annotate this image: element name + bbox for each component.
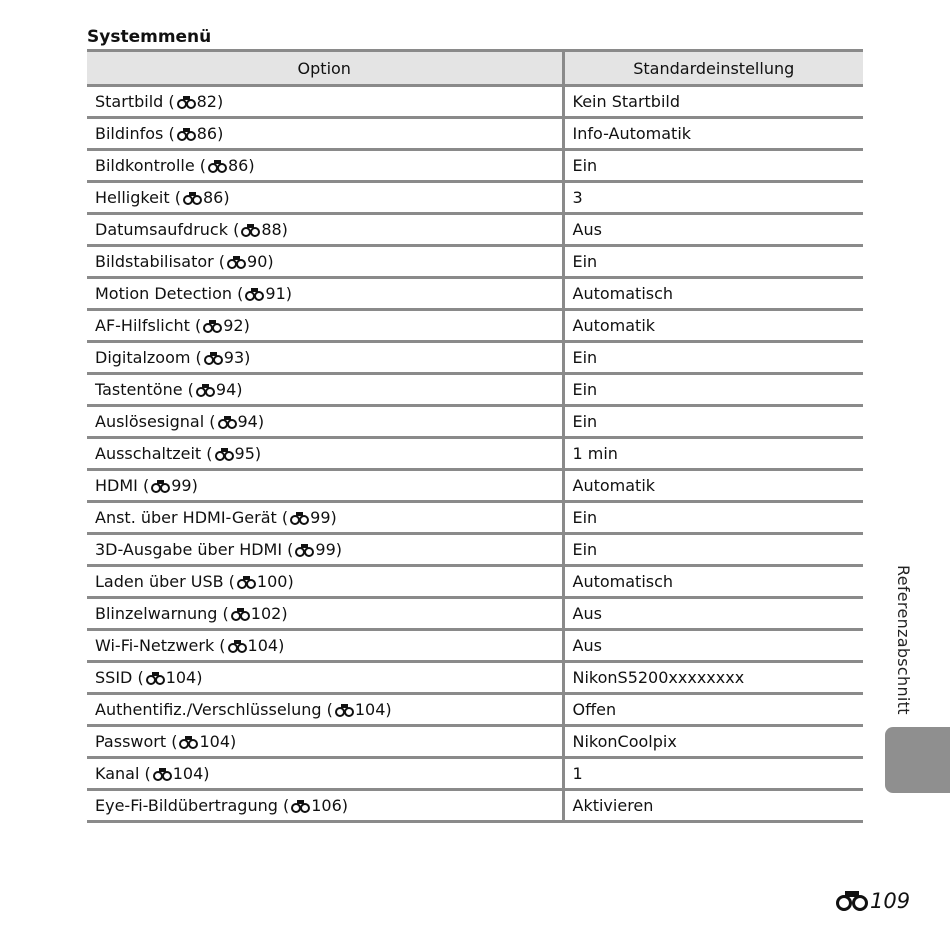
column-header-option: Option xyxy=(87,51,563,86)
page-reference: 99 xyxy=(315,540,336,559)
column-header-default: Standardeinstellung xyxy=(563,51,863,86)
table-row xyxy=(87,662,863,694)
binoculars-icon xyxy=(203,320,222,332)
table-row xyxy=(87,630,863,662)
binoculars-icon xyxy=(237,576,256,588)
binoculars-icon xyxy=(146,672,165,684)
binoculars-icon xyxy=(290,512,309,524)
table-row xyxy=(87,534,863,566)
default-value-cell: Ein xyxy=(563,342,863,374)
option-cell: Anst. über HDMI-Gerät ( 99) xyxy=(87,502,563,534)
option-cell: Startbild ( 82) xyxy=(87,86,563,118)
default-value-cell: 1 xyxy=(563,758,863,790)
option-name: AF-Hilfslicht xyxy=(95,316,190,335)
option-name: Tastentöne xyxy=(95,380,183,399)
option-name: 3D-Ausgabe über HDMI xyxy=(95,540,283,559)
option-cell: HDMI ( 99) xyxy=(87,470,563,502)
option-cell: Helligkeit ( 86) xyxy=(87,182,563,214)
table-row xyxy=(87,470,863,502)
table-row xyxy=(87,598,863,630)
option-cell: AF-Hilfslicht ( 92) xyxy=(87,310,563,342)
option-cell: Blinzelwarnung ( 102) xyxy=(87,598,563,630)
option-cell: Datumsaufdruck ( 88) xyxy=(87,214,563,246)
table-row xyxy=(87,310,863,342)
option-name: Anst. über HDMI-Gerät xyxy=(95,508,277,527)
option-cell: Wi-Fi-Netzwerk ( 104) xyxy=(87,630,563,662)
option-name: Digitalzoom xyxy=(95,348,191,367)
binoculars-icon xyxy=(215,448,234,460)
binoculars-icon xyxy=(208,160,227,172)
page-reference: 94 xyxy=(215,380,237,399)
binoculars-icon xyxy=(245,288,264,300)
option-name: Passwort xyxy=(95,732,167,751)
option-cell: Kanal ( 104) xyxy=(87,758,563,790)
section-title: Systemmenü xyxy=(87,27,212,47)
option-cell: Eye-Fi-Bildübertragung ( 106) xyxy=(87,790,563,822)
table-row xyxy=(87,374,863,406)
option-cell: Bildkontrolle ( 86) xyxy=(87,150,563,182)
table-row xyxy=(87,118,863,150)
binoculars-icon xyxy=(183,192,202,204)
option-name: Auslösesignal xyxy=(95,412,205,431)
page-number xyxy=(836,889,910,913)
page-reference: 95 xyxy=(234,444,255,463)
option-name: Datumsaufdruck xyxy=(95,220,228,239)
table-row xyxy=(87,566,863,598)
page-reference: 99 xyxy=(310,508,331,527)
table-row xyxy=(87,86,863,118)
option-cell: Bildstabilisator ( 90) xyxy=(87,246,563,278)
page-reference: 90 xyxy=(247,252,268,271)
option-cell: Motion Detection ( 91) xyxy=(87,278,563,310)
side-tab xyxy=(885,727,950,793)
table-header-row xyxy=(87,51,863,86)
option-name: Startbild xyxy=(95,92,164,111)
default-value-cell: Ein xyxy=(563,374,863,406)
default-value-cell: NikonCoolpix xyxy=(563,726,863,758)
table-row xyxy=(87,438,863,470)
table-row xyxy=(87,790,863,822)
option-cell: Passwort ( 104) xyxy=(87,726,563,758)
default-value-cell: Ein xyxy=(563,246,863,278)
page-reference: 104 xyxy=(247,636,279,655)
page-number-value: 109 xyxy=(870,889,911,913)
option-cell: Ausschaltzeit ( 95) xyxy=(87,438,563,470)
option-name: Bildstabilisator xyxy=(95,252,214,271)
default-value-cell: Automatisch xyxy=(563,278,863,310)
table-row xyxy=(87,150,863,182)
page-reference: 93 xyxy=(223,348,245,367)
option-name: Helligkeit xyxy=(95,188,170,207)
option-cell: 3D-Ausgabe über HDMI ( 99) xyxy=(87,534,563,566)
page-reference: 91 xyxy=(265,284,286,303)
page-reference: 88 xyxy=(261,220,282,239)
page-reference: 92 xyxy=(223,316,244,335)
option-cell: Auslösesignal ( 94) xyxy=(87,406,563,438)
page-reference: 86 xyxy=(202,188,224,207)
option-name: Ausschaltzeit xyxy=(95,444,202,463)
default-value-cell: 1 min xyxy=(563,438,863,470)
table-row xyxy=(87,694,863,726)
binoculars-icon xyxy=(231,608,250,620)
option-cell: Tastentöne ( 94) xyxy=(87,374,563,406)
binoculars-icon xyxy=(291,800,310,812)
default-value-cell: 3 xyxy=(563,182,863,214)
option-name: Bildkontrolle xyxy=(95,156,195,175)
default-value-cell: Automatisch xyxy=(563,566,863,598)
binoculars-icon xyxy=(153,768,172,780)
table-row xyxy=(87,406,863,438)
option-cell: SSID ( 104) xyxy=(87,662,563,694)
option-name: Blinzelwarnung xyxy=(95,604,218,623)
default-value-cell: NikonS5200xxxxxxxx xyxy=(563,662,863,694)
table-row xyxy=(87,758,863,790)
default-value-cell: Kein Startbild xyxy=(563,86,863,118)
default-value-cell: Automatik xyxy=(563,310,863,342)
page-reference: 99 xyxy=(171,476,192,495)
binoculars-icon xyxy=(241,224,260,236)
default-value-cell: Automatik xyxy=(563,470,863,502)
binoculars-icon xyxy=(218,416,237,428)
option-cell: Bildinfos ( 86) xyxy=(87,118,563,150)
default-value-cell: Ein xyxy=(563,406,863,438)
option-name: Kanal xyxy=(95,764,140,783)
binoculars-icon xyxy=(335,704,354,716)
default-value-cell: Ein xyxy=(563,534,863,566)
binoculars-icon xyxy=(228,640,247,652)
page-reference: 106 xyxy=(311,796,342,815)
binoculars-icon xyxy=(177,128,196,140)
page-reference: 104 xyxy=(165,668,197,687)
settings-table xyxy=(87,49,863,823)
option-cell: Laden über USB ( 100) xyxy=(87,566,563,598)
binoculars-icon xyxy=(227,256,246,268)
table-row xyxy=(87,214,863,246)
default-value-cell: Aus xyxy=(563,630,863,662)
table-row xyxy=(87,342,863,374)
binoculars-icon xyxy=(151,480,170,492)
binoculars-icon xyxy=(196,384,215,396)
binoculars-icon xyxy=(177,96,196,108)
option-name: Wi-Fi-Netzwerk xyxy=(95,636,215,655)
default-value-cell: Aus xyxy=(563,214,863,246)
default-value-cell: Info-Automatik xyxy=(563,118,863,150)
page-reference: 86 xyxy=(228,156,249,175)
option-name: Motion Detection xyxy=(95,284,233,303)
option-name: Eye-Fi-Bildübertragung xyxy=(95,796,278,815)
option-name: Bildinfos xyxy=(95,124,164,143)
binoculars-icon xyxy=(295,544,314,556)
binoculars-icon xyxy=(179,736,198,748)
binoculars-icon xyxy=(204,352,223,364)
table-row xyxy=(87,278,863,310)
page-reference: 86 xyxy=(196,124,218,143)
page-reference: 100 xyxy=(256,572,288,591)
page-reference: 82 xyxy=(196,92,217,111)
page-reference: 104 xyxy=(172,764,204,783)
option-cell: Authentifiz./Verschlüsselung ( 104) xyxy=(87,694,563,726)
option-cell: Digitalzoom ( 93) xyxy=(87,342,563,374)
default-value-cell: Ein xyxy=(563,502,863,534)
default-value-cell: Aus xyxy=(563,598,863,630)
page-reference: 104 xyxy=(354,700,386,719)
default-value-cell: Aktivieren xyxy=(563,790,863,822)
table-row xyxy=(87,726,863,758)
option-name: Authentifiz./Verschlüsselung xyxy=(95,700,322,719)
page-reference: 94 xyxy=(237,412,258,431)
default-value-cell: Ein xyxy=(563,150,863,182)
option-name: SSID xyxy=(95,668,133,687)
page-reference: 104 xyxy=(199,732,231,751)
option-name: HDMI xyxy=(95,476,138,495)
default-value-cell: Offen xyxy=(563,694,863,726)
option-name: Laden über USB xyxy=(95,572,224,591)
binoculars-icon xyxy=(836,891,868,909)
table-row xyxy=(87,182,863,214)
side-tab-label: Referenzabschnitt xyxy=(894,565,913,715)
table-row xyxy=(87,502,863,534)
table-row xyxy=(87,246,863,278)
page-reference: 102 xyxy=(250,604,282,623)
